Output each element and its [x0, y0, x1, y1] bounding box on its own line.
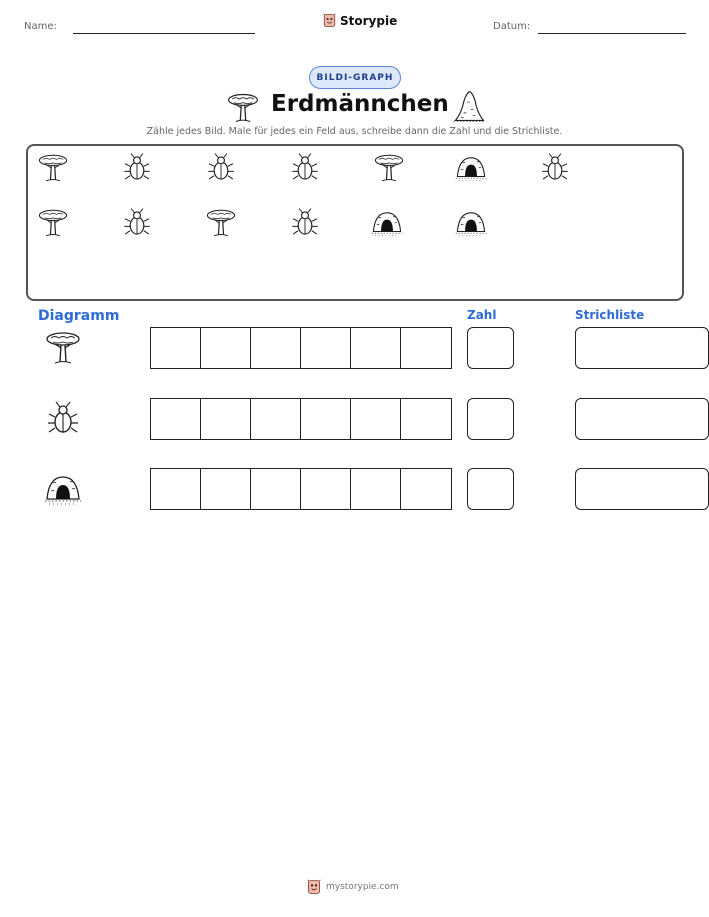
tree-icon	[225, 90, 261, 126]
graph-cell[interactable]	[151, 399, 201, 439]
beetle-icon	[288, 151, 322, 185]
name-label: Name:	[24, 21, 57, 32]
graph-cell[interactable]	[351, 328, 401, 368]
graph-cell[interactable]	[201, 469, 251, 509]
beetle-icon	[120, 206, 154, 240]
termite-mound-icon	[451, 88, 487, 124]
date-label: Datum:	[493, 21, 531, 32]
date-line[interactable]	[538, 33, 686, 34]
number-box-tree[interactable]	[467, 327, 514, 369]
graph-cell[interactable]	[251, 328, 301, 368]
graph-cell[interactable]	[351, 399, 401, 439]
beetle-icon	[288, 206, 322, 240]
graph-cell[interactable]	[201, 328, 251, 368]
burrow-icon	[370, 206, 404, 240]
brand-logo	[322, 13, 397, 28]
graph-cell[interactable]	[201, 399, 251, 439]
beetle-icon	[204, 151, 238, 185]
tally-heading: Strichliste	[575, 308, 645, 322]
graph-cell[interactable]	[401, 469, 451, 509]
storypie-logo-icon	[306, 879, 322, 895]
tally-box-beetle[interactable]	[575, 398, 709, 440]
graph-cell[interactable]	[151, 328, 201, 368]
graph-cell[interactable]	[251, 469, 301, 509]
burrow-icon	[454, 151, 488, 185]
brand-name: Storypie	[340, 13, 398, 28]
burrow-icon	[454, 206, 488, 240]
graph-row-burrow	[150, 468, 452, 510]
beetle-icon	[538, 151, 572, 185]
tally-box-tree[interactable]	[575, 327, 709, 369]
worksheet-type-badge: BILDI-GRAPH	[309, 66, 401, 89]
graph-cell[interactable]	[251, 399, 301, 439]
tree-icon	[43, 328, 83, 368]
tree-icon	[36, 206, 70, 240]
diagram-heading: Diagramm	[38, 308, 120, 324]
graph-row-tree	[150, 327, 452, 369]
number-box-burrow[interactable]	[467, 468, 514, 510]
picture-box	[26, 144, 684, 301]
number-heading: Zahl	[467, 308, 497, 322]
tally-box-burrow[interactable]	[575, 468, 709, 510]
graph-cell[interactable]	[301, 469, 351, 509]
graph-cell[interactable]	[301, 328, 351, 368]
beetle-icon	[120, 151, 154, 185]
graph-cell[interactable]	[401, 399, 451, 439]
graph-cell[interactable]	[351, 469, 401, 509]
beetle-icon	[43, 399, 83, 439]
footer	[306, 879, 399, 895]
graph-row-beetle	[150, 398, 452, 440]
tree-icon	[372, 151, 406, 185]
instructions: Zähle jedes Bild. Male für jedes ein Feld aus, schreibe dann die Zahl und die Strichliste.	[146, 126, 563, 137]
number-box-beetle[interactable]	[467, 398, 514, 440]
burrow-icon	[43, 469, 83, 509]
name-line[interactable]	[73, 33, 255, 34]
page-title: Erdmännchen	[271, 91, 449, 117]
graph-cell[interactable]	[301, 399, 351, 439]
title-row	[0, 88, 709, 126]
graph-cell[interactable]	[401, 328, 451, 368]
tree-icon	[36, 151, 70, 185]
storypie-logo-icon	[322, 13, 337, 28]
graph-cell[interactable]	[151, 469, 201, 509]
tree-icon	[204, 206, 238, 240]
footer-url[interactable]: mystorypie.com	[326, 882, 399, 892]
